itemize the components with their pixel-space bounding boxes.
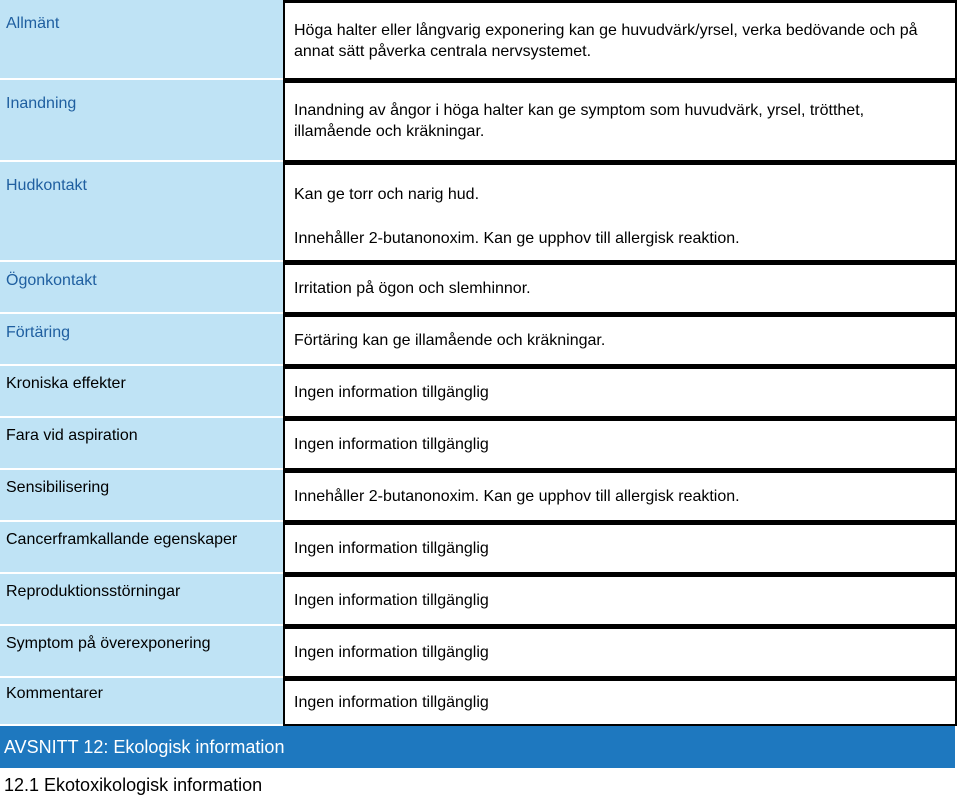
- row-label-cell: [0, 470, 283, 522]
- table-row-inandning: [0, 80, 960, 162]
- section-header-bar: [0, 726, 955, 768]
- row-value-cell: [283, 162, 957, 262]
- row-label: Ögonkontakt: [6, 272, 97, 289]
- row-value-cell: [283, 574, 957, 626]
- row-value-cell: [283, 418, 957, 470]
- row-value-cell: [283, 366, 957, 418]
- row-label-cell: [0, 626, 283, 678]
- table-row-fortaring: [0, 314, 960, 366]
- row-value: Höga halter eller långvarig exponering kan ge huvudvärk/yrsel, verka bedövande och på annat sätt påverka centrala nervsystemet.: [294, 22, 918, 60]
- row-label-cell: [0, 162, 283, 262]
- table-row-allmant: [0, 0, 960, 80]
- row-label-cell: [0, 574, 283, 626]
- row-value-cell: [283, 262, 957, 314]
- row-label-cell: [0, 366, 283, 418]
- row-label: Symptom på överexponering: [6, 635, 211, 652]
- row-label: Förtäring: [6, 324, 71, 341]
- row-label-cell: [0, 262, 283, 314]
- row-label: Allmänt: [6, 15, 60, 32]
- row-label-cell: [0, 678, 283, 726]
- row-value: Ingen information tillgänglig: [294, 644, 489, 661]
- row-value: Kan ge torr och narig hud.: [294, 186, 480, 203]
- row-label-cell: [0, 522, 283, 574]
- row-value-cell: [283, 80, 957, 162]
- table-row-hudkontakt: [0, 162, 960, 262]
- row-value-cell: [283, 470, 957, 522]
- row-label-cell: [0, 418, 283, 470]
- row-value-cell: [283, 626, 957, 678]
- row-value: Ingen information tillgänglig: [294, 694, 489, 711]
- table-row-reproduktionsstorningar: [0, 574, 960, 626]
- row-label-cell: [0, 314, 283, 366]
- table-row-ogonkontakt: [0, 262, 960, 314]
- row-label-cell: [0, 80, 283, 162]
- row-label: Inandning: [6, 95, 77, 112]
- row-value: Innehåller 2-butanonoxim. Kan ge upphov till allergisk reaktion.: [294, 488, 740, 505]
- table-row-fara-vid-aspiration: [0, 418, 960, 470]
- row-label: Kroniska effekter: [6, 375, 126, 392]
- row-value-second: Innehåller 2-butanonoxim. Kan ge upphov till allergisk reaktion.: [294, 230, 740, 247]
- row-label: Sensibilisering: [6, 479, 110, 496]
- table-row-sensibilisering: [0, 470, 960, 522]
- row-value: Inandning av ångor i höga halter kan ge symptom som huvudvärk, yrsel, trötthet, illamående och kräkningar.: [294, 102, 865, 140]
- row-value: Ingen information tillgänglig: [294, 436, 489, 453]
- subsection-title: 12.1 Ekotoxikologisk information: [4, 775, 263, 795]
- table-row-symptom-overexponering: [0, 626, 960, 678]
- row-label: Hudkontakt: [6, 177, 87, 194]
- row-label: Reproduktionsstörningar: [6, 583, 181, 600]
- row-value: Förtäring kan ge illamående och kräkningar.: [294, 332, 606, 349]
- row-label: Kommentarer: [6, 685, 103, 702]
- row-value: Ingen information tillgänglig: [294, 384, 489, 401]
- row-value-cell: [283, 314, 957, 366]
- row-value: Irritation på ögon och slemhinnor.: [294, 280, 531, 297]
- row-label: Fara vid aspiration: [6, 427, 138, 444]
- section-title: AVSNITT 12: Ekologisk information: [4, 737, 285, 757]
- row-value: Ingen information tillgänglig: [294, 592, 489, 609]
- table-row-cancerframkallande: [0, 522, 960, 574]
- row-value-cell: [283, 0, 957, 80]
- row-value: Ingen information tillgänglig: [294, 540, 489, 557]
- row-value-cell: [283, 522, 957, 574]
- row-value-cell: [283, 678, 957, 726]
- table-row-kommentarer: [0, 678, 960, 726]
- table-row-kroniska-effekter: [0, 366, 960, 418]
- row-label: Cancerframkallande egenskaper: [6, 531, 238, 548]
- row-label-cell: [0, 0, 283, 80]
